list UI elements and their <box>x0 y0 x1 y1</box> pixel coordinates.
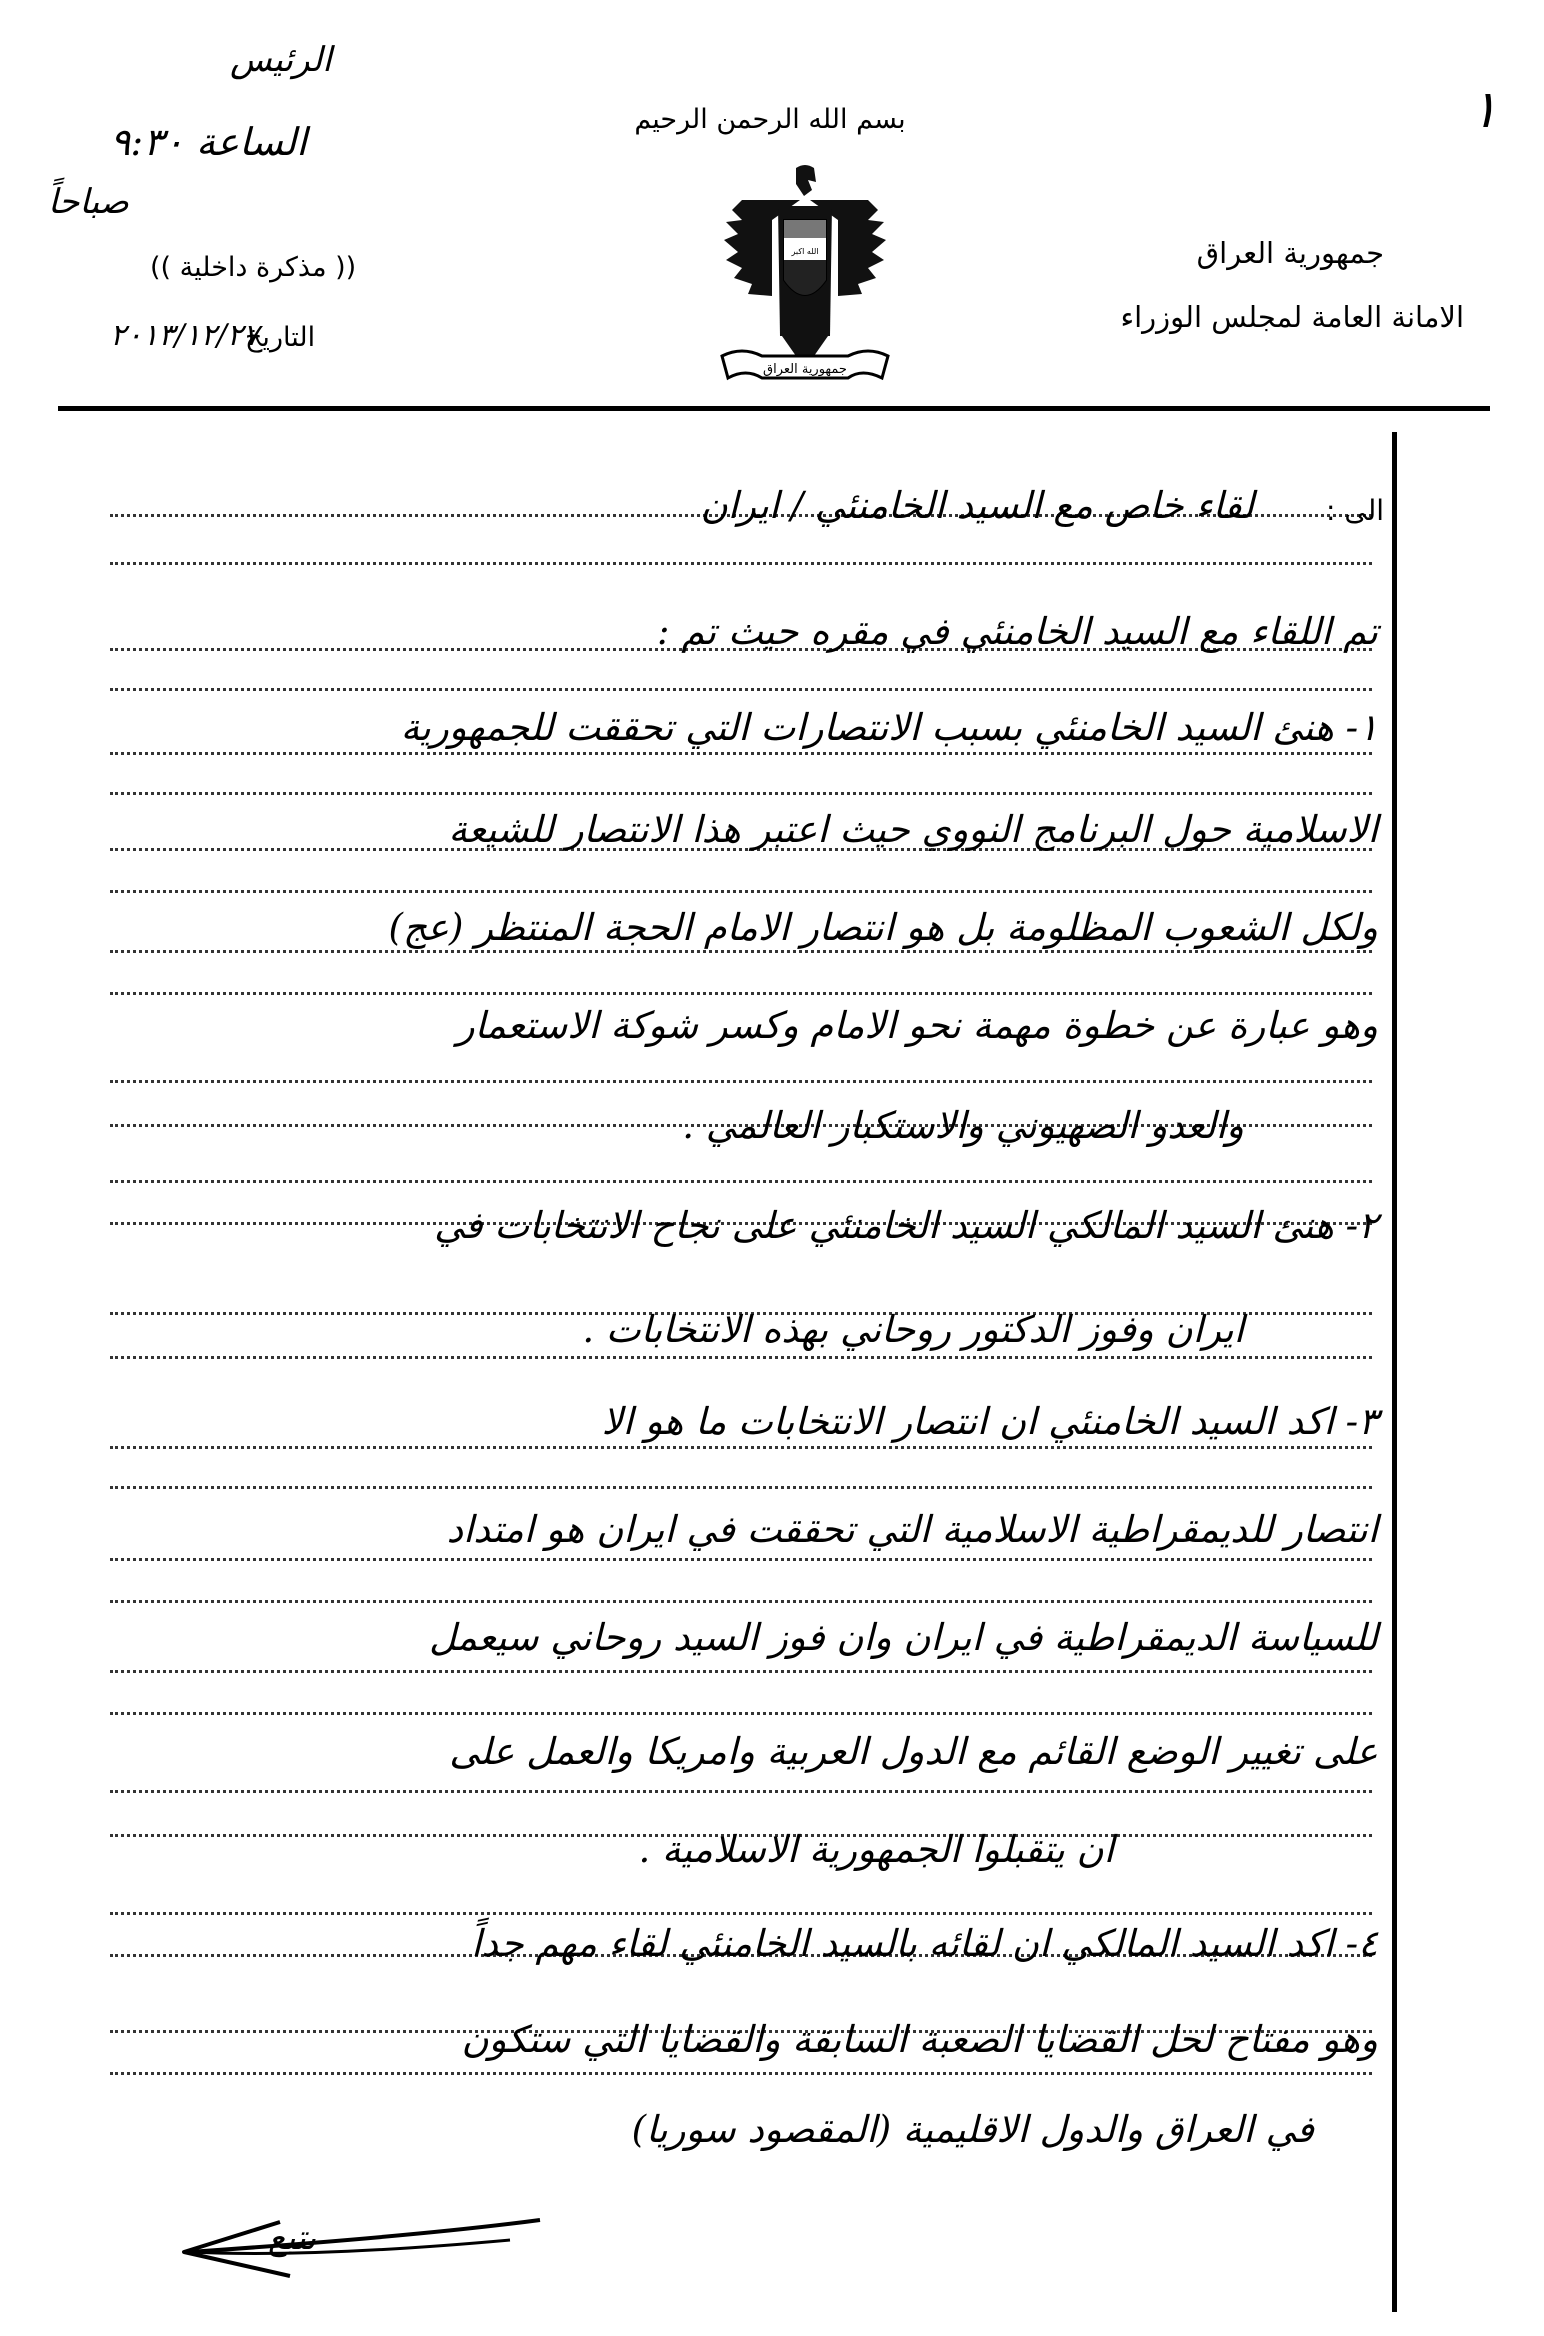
date-value: ٢٠١٣/١٢/٢٧ <box>110 318 260 353</box>
dotted-line <box>110 950 1372 953</box>
body-line: انتصار للديمقراطية الاسلامية التي تحققت في ايران هو امتداد <box>446 1508 1378 1551</box>
handwritten-time-note: الساعة ٩:٣٠ <box>110 120 307 164</box>
body-line: ان يتقبلوا الجمهورية الاسلامية . <box>638 1828 1114 1871</box>
body-line: ٢- هنئ السيد المالكي السيد الخامنئي على نجاح الانتخابات في <box>434 1204 1378 1247</box>
body-line: ٤- اكد السيد المالكي ان لقائه بالسيد الخامنئي لقاء مهم جداً <box>471 1922 1378 1965</box>
secretariat-name: الامانة العامة لمجلس الوزراء <box>1120 300 1464 334</box>
iraq-eagle-emblem-icon <box>712 160 898 386</box>
body-line: على تغيير الوضع القائم مع الدول العربية وامريكا والعمل على <box>449 1730 1378 1773</box>
followup-note: يتبع <box>268 2218 317 2258</box>
handwritten-period-note: صباحاً <box>48 182 129 222</box>
svg-text:الله اكبر: الله اكبر <box>791 247 819 256</box>
dotted-line <box>110 992 1372 995</box>
memo-subject: لقاء خاص مع السيد الخامنئي / ايران <box>700 484 1254 527</box>
body-line: تم اللقاء مع السيد الخامنئي في مقره حيث تم : <box>657 610 1378 653</box>
body-line: ٣- اكد السيد الخامنئي ان انتصار الانتخابات ما هو الا <box>601 1400 1378 1443</box>
header-divider <box>58 406 1490 411</box>
dotted-line <box>110 1600 1372 1603</box>
body-line: ١- هنئ السيد الخامنئي بسبب الانتصارات التي تحققت للجمهورية <box>400 706 1378 749</box>
dotted-line <box>110 1446 1372 1449</box>
dotted-line <box>110 1180 1372 1183</box>
page-number: ١ <box>1470 80 1498 140</box>
emblem-scroll-text: جمهورية العراق <box>763 362 847 377</box>
dotted-line <box>110 1486 1372 1489</box>
date-label: التاريخ <box>245 322 316 353</box>
basmala-heading: بسم الله الرحمن الرحيم <box>634 104 906 135</box>
body-line: الاسلامية حول البرنامج النووي حيث اعتبر هذا الانتصار للشيعة <box>448 808 1378 851</box>
body-line: وهو عبارة عن خطوة مهمة نحو الامام وكسر شوكة الاستعمار <box>456 1004 1378 1047</box>
dotted-line <box>110 1080 1372 1083</box>
dotted-line <box>110 688 1372 691</box>
margin-rule <box>1392 432 1397 2312</box>
dotted-line <box>110 1356 1372 1359</box>
dotted-line <box>110 1790 1372 1793</box>
dotted-line <box>110 792 1372 795</box>
memo-type: (( مذكرة داخلية )) <box>150 252 357 283</box>
dotted-line <box>110 1912 1372 1915</box>
dotted-line <box>110 752 1372 755</box>
body-line: في العراق والدول الاقليمية (المقصود سوريا) <box>631 2108 1314 2151</box>
body-line: وهو مفتاح لحل القضايا الصعبة السابقة والقضايا التي ستكون <box>461 2018 1378 2061</box>
to-label: الى : <box>1326 494 1384 527</box>
body-line: ايران وفوز الدكتور روحاني بهذه الانتخابات . <box>582 1308 1244 1351</box>
republic-name: جمهورية العراق <box>1196 236 1384 270</box>
body-line: للسياسة الديمقراطية في ايران وان فوز السيد روحاني سيعمل <box>429 1616 1378 1659</box>
left-arrow-icon <box>170 2200 550 2290</box>
dotted-line <box>110 890 1372 893</box>
body-line: والعدو الصهيوني والاستكبار العالمي . <box>682 1104 1244 1147</box>
dotted-line <box>110 1712 1372 1715</box>
dotted-line <box>110 562 1372 565</box>
dotted-line <box>110 1670 1372 1673</box>
dotted-line <box>110 1558 1372 1561</box>
handwritten-recipient-note: الرئيس <box>230 40 332 80</box>
body-line: ولكل الشعوب المظلومة بل هو انتصار الامام الحجة المنتظر (عج) <box>388 906 1378 949</box>
dotted-line <box>110 2072 1372 2075</box>
